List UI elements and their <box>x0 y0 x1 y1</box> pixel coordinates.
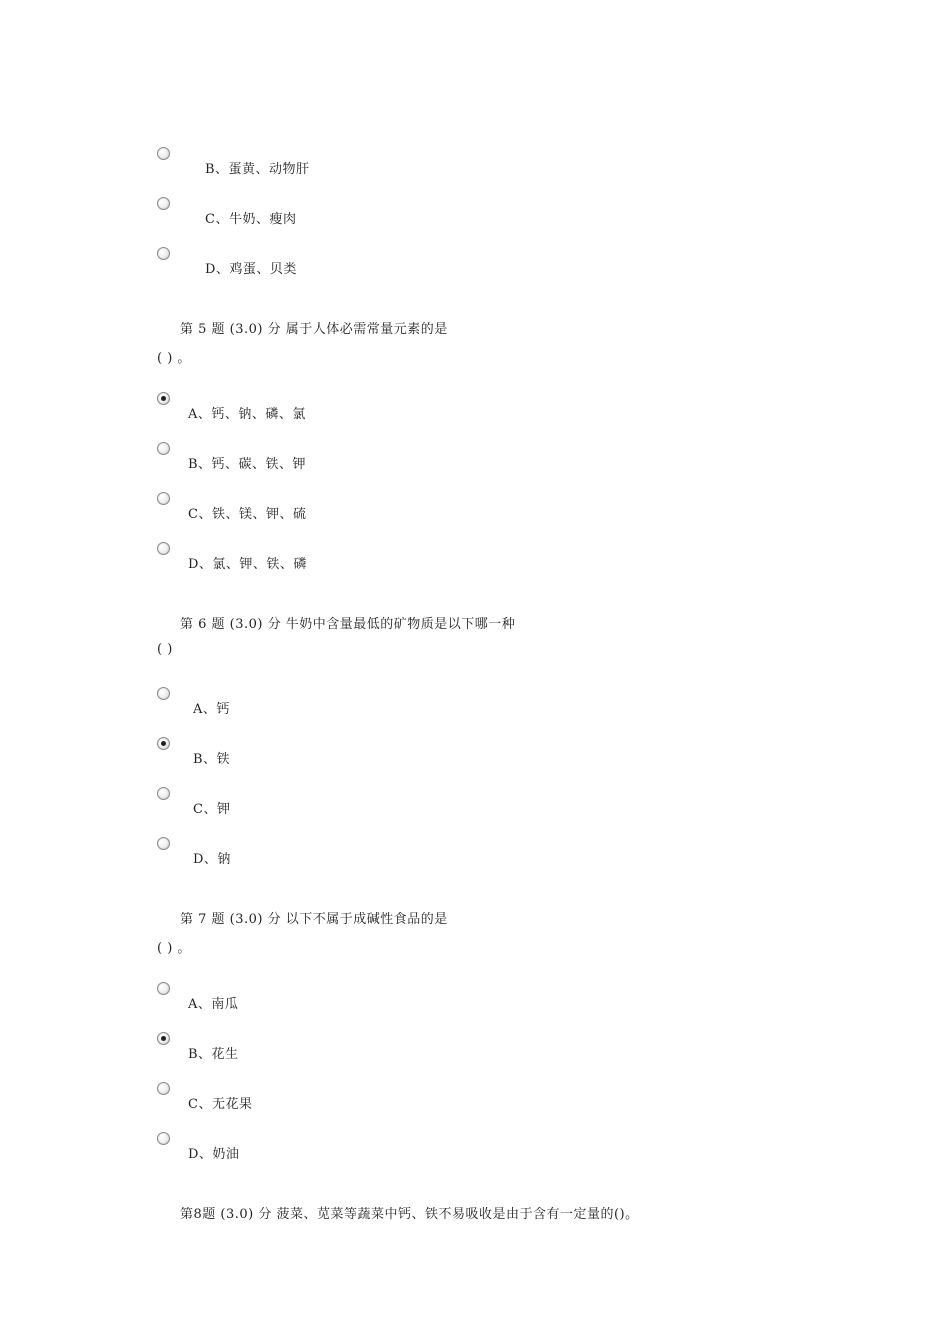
question-paren: ( ) <box>157 642 173 657</box>
radio-button-selected[interactable] <box>157 1032 170 1045</box>
question-header: 第8题 (3.0) 分 菠菜、苋菜等蔬菜中钙、铁不易吸收是由于含有一定量的()。 <box>180 1207 639 1222</box>
radio-button[interactable] <box>157 147 170 160</box>
radio-button[interactable] <box>157 837 170 850</box>
option-label: C、钾 <box>193 802 231 817</box>
radio-button[interactable] <box>157 1132 170 1145</box>
option-label: A、钙 <box>193 702 230 717</box>
question-header: 第 5 题 (3.0) 分 属于人体必需常量元素的是 <box>180 322 448 337</box>
question-header: 第 7 题 (3.0) 分 以下不属于成碱性食品的是 <box>180 912 448 927</box>
radio-button[interactable] <box>157 542 170 555</box>
question-header: 第 6 题 (3.0) 分 牛奶中含量最低的矿物质是以下哪一种 <box>180 617 516 632</box>
option-label: C、铁、镁、钾、硫 <box>188 507 307 522</box>
question-paren: ( ) 。 <box>157 351 191 366</box>
radio-button[interactable] <box>157 492 170 505</box>
option-label: D、氯、钾、铁、磷 <box>188 557 307 572</box>
option-label: D、奶油 <box>188 1147 240 1162</box>
option-label: B、钙、碳、铁、钾 <box>188 457 307 472</box>
option-label: C、无花果 <box>188 1097 253 1112</box>
radio-button-selected[interactable] <box>157 392 170 405</box>
option-label: A、钙、钠、磷、氯 <box>188 407 306 422</box>
radio-button[interactable] <box>157 787 170 800</box>
option-label: D、钠 <box>193 852 231 867</box>
radio-button[interactable] <box>157 442 170 455</box>
option-label: B、铁 <box>193 752 231 767</box>
option-label: A、南瓜 <box>188 997 239 1012</box>
option-label: B、蛋黄、动物肝 <box>205 162 310 177</box>
radio-button[interactable] <box>157 1082 170 1095</box>
option-label: B、花生 <box>188 1047 239 1062</box>
radio-button[interactable] <box>157 197 170 210</box>
radio-button[interactable] <box>157 982 170 995</box>
option-label: C、牛奶、瘦肉 <box>205 212 297 227</box>
option-label: D、鸡蛋、贝类 <box>205 262 297 277</box>
radio-button[interactable] <box>157 247 170 260</box>
radio-button-selected[interactable] <box>157 737 170 750</box>
question-paren: ( ) 。 <box>157 941 191 956</box>
radio-button[interactable] <box>157 687 170 700</box>
